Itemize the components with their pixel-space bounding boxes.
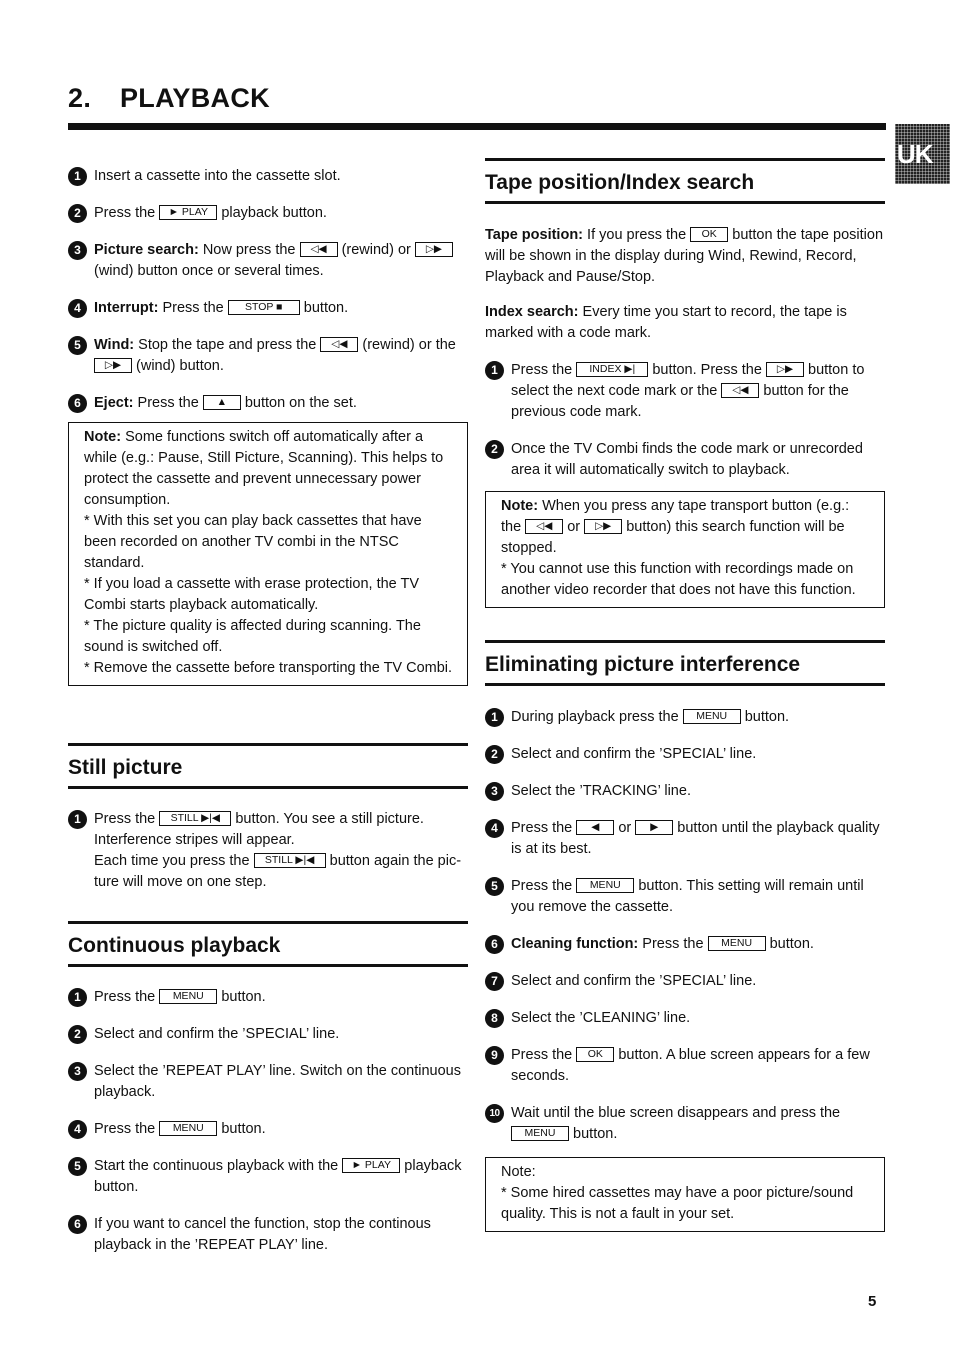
step-text: Wait until the blue screen disappears and press the [511, 1105, 841, 1121]
menu-button-symbol: MENU [576, 878, 634, 893]
section-rule-bottom [68, 964, 468, 967]
step-number: 6 [485, 935, 504, 954]
note-text: Some functions switch off automatically after a while (e.g.: Pause, Still Picture, Scanning). This helps to protect the cassette and prevent unnecessary power consumption. [84, 429, 444, 508]
step-number: 2 [68, 1025, 87, 1044]
ok-button-symbol: OK [576, 1047, 614, 1062]
step-text: Press the [511, 362, 573, 378]
step-text: Select the ’CLEANING’ line. [511, 1010, 691, 1026]
step-number: 3 [485, 782, 504, 801]
step-text: button. [221, 1121, 266, 1137]
menu-button-symbol: MENU [511, 1126, 569, 1141]
step-number: 5 [68, 1157, 87, 1176]
continuous-step-1 [68, 987, 468, 1008]
step-text: Start the continuous playback with the [94, 1158, 339, 1174]
step-text: (wind) button. [136, 358, 224, 374]
playback-step-2 [68, 203, 468, 224]
continuous-step-5 [68, 1156, 468, 1198]
step-text: button. You see a still picture. Interference stripes will appear. [94, 811, 424, 848]
step-text: button. [769, 936, 814, 952]
step-text: button. A blue screen appears for a few seconds. [511, 1047, 870, 1084]
step-text: Select the ’TRACKING’ line. [511, 783, 691, 799]
page-title [68, 83, 270, 113]
step-text: Select the ’REPEAT PLAY’ line. Switch on the continuous playback. [94, 1063, 461, 1100]
wind-button-symbol: ▷▶ [766, 362, 804, 377]
step-text: button until the playback quality is at its best. [511, 820, 880, 857]
ok-button-symbol: OK [690, 227, 728, 242]
step-number: 1 [68, 810, 87, 829]
step-text: button. [573, 1126, 618, 1142]
step-text: (rewind) or the [362, 337, 456, 353]
step-number: 1 [485, 708, 504, 727]
step-text: button for the previous code mark. [511, 383, 849, 420]
index-step-2 [485, 439, 885, 481]
interference-step-8 [485, 1008, 885, 1029]
step-text: Press the [162, 300, 224, 316]
wind-button-symbol: ▷▶ [415, 242, 453, 257]
step-text: Each time you press the [94, 853, 250, 869]
section-title: Eliminating picture interference [485, 653, 801, 676]
step-text: Once the TV Combi finds the code mark or unrecorded area it will automatically switch to playback. [511, 441, 863, 478]
step-text: Press the [94, 1121, 156, 1137]
note-label: Note: [84, 429, 122, 445]
step-number: 1 [485, 361, 504, 380]
step-number: 3 [68, 1062, 87, 1081]
playback-step-5 [68, 335, 468, 377]
note-text: button) this search function will be stopped. [501, 519, 845, 556]
interference-step-2 [485, 744, 885, 765]
playback-step-1 [68, 166, 468, 187]
step-number: 5 [485, 877, 504, 896]
para-text: Every time you start to record, the tape is marked with a code mark. [485, 304, 847, 341]
step-label: Eject: [94, 395, 134, 411]
tape-note-box [485, 491, 885, 608]
step-text: (wind) button once or several times. [94, 263, 324, 279]
step-text: Stop the tape and press the [138, 337, 317, 353]
step-number: 1 [68, 988, 87, 1007]
step-number: 8 [485, 1009, 504, 1028]
continuous-step-6 [68, 1214, 468, 1256]
playback-note-box [68, 422, 468, 686]
step-text: Select and confirm the ’SPECIAL’ line. [511, 746, 757, 762]
note-text: * You cannot use this function with recordings made on another video recorder that does not have this function. [501, 561, 856, 598]
step-number: 9 [485, 1046, 504, 1065]
menu-button-symbol: MENU [683, 709, 741, 724]
note-text: or [567, 519, 581, 535]
interference-step-7 [485, 971, 885, 992]
step-text: button. [303, 300, 349, 316]
interference-step-3 [485, 781, 885, 802]
section-title: Tape position/Index search [485, 171, 755, 194]
interference-step-5 [485, 876, 885, 918]
still-picture-section [68, 743, 468, 909]
step-text: button. Press the [652, 362, 762, 378]
step-number: 4 [485, 819, 504, 838]
step-text: Select and confirm the ’SPECIAL’ line. [94, 1026, 340, 1042]
step-label: Wind: [94, 337, 135, 353]
still-button-symbol: STILL ▶|◀ [159, 811, 231, 826]
playback-step-6 [68, 393, 468, 414]
rewind-button-symbol: ◁◀ [320, 337, 358, 352]
stop-button-symbol: STOP ■ [228, 300, 300, 315]
para-label: Index search: [485, 304, 579, 320]
menu-button-symbol: MENU [708, 936, 766, 951]
step-text: button to select the next code mark or the [511, 362, 865, 399]
note-text: * Remove the cassette before transporting the TV Combi. [84, 660, 453, 676]
step-number: 2 [485, 745, 504, 764]
step-number: 7 [485, 972, 504, 991]
note-text: When you press any tape transport button (e.g.: the [501, 498, 850, 535]
continuous-playback-section [68, 921, 468, 1272]
continuous-step-4 [68, 1119, 468, 1140]
step-text: button. [221, 989, 266, 1005]
continuous-step-2 [68, 1024, 468, 1045]
section-title: Still picture [68, 756, 183, 779]
para-text: button the tape position will be shown in the display during Wind, Rewind, Record, Playback and Pause/Stop. [485, 227, 884, 285]
step-text: (rewind) or [341, 242, 411, 258]
step-label: Picture search: [94, 242, 199, 258]
step-text: Press the [511, 878, 573, 894]
step-number: 2 [68, 204, 87, 223]
step-label: Cleaning function: [511, 936, 639, 952]
step-text: playback button. [94, 1158, 462, 1195]
interference-step-4 [485, 818, 885, 860]
step-text: button on the set. [244, 395, 357, 411]
left-column [68, 166, 468, 686]
step-text: button. [744, 709, 790, 725]
left-button-symbol: ◀ [576, 820, 614, 835]
step-text: Press the [511, 1047, 573, 1063]
step-number: 5 [68, 336, 87, 355]
note-text: * With this set you can play back cassettes that have been recorded on another TV combi in the NTSC standard. [84, 513, 422, 571]
note-text: * Some hired cassettes may have a poor picture/sound quality. This is not a fault in your set. [501, 1185, 854, 1222]
chapter-title: PLAYBACK [120, 83, 270, 113]
note-label: Note: [501, 1164, 536, 1180]
still-step-1 [68, 809, 468, 893]
rewind-button-symbol: ◁◀ [525, 519, 563, 534]
continuous-step-3 [68, 1061, 468, 1103]
step-text: Press the [94, 811, 156, 827]
step-text: Insert a cassette into the cassette slot. [94, 168, 341, 184]
index-button-symbol: INDEX ▶| [576, 362, 648, 377]
tape-position-paragraph [485, 225, 885, 288]
wind-button-symbol: ▷▶ [94, 358, 132, 373]
rewind-button-symbol: ◁◀ [300, 242, 338, 257]
section-rule-bottom [485, 683, 885, 686]
step-text: button again the pic-ture will move on one step. [94, 853, 462, 890]
para-text: If you press the [587, 227, 687, 243]
step-label: Interrupt: [94, 300, 159, 316]
still-button-symbol: STILL ▶|◀ [254, 853, 326, 868]
play-button-symbol: ► PLAY [342, 1158, 400, 1173]
index-step-1 [485, 360, 885, 423]
step-text: Press the [94, 205, 156, 221]
para-label: Tape position: [485, 227, 584, 243]
step-text: Press the [94, 989, 156, 1005]
step-text: button. This setting will remain until you remove the cassette. [511, 878, 864, 915]
interference-step-6 [485, 934, 885, 955]
step-number: 6 [68, 394, 87, 413]
interference-step-9 [485, 1045, 885, 1087]
title-rule [68, 123, 886, 130]
index-search-paragraph [485, 302, 885, 344]
step-number: 4 [68, 299, 87, 318]
interference-section [485, 640, 885, 1232]
language-tab: UK [895, 124, 950, 184]
tape-position-section [485, 158, 885, 608]
step-text: Press the [642, 936, 704, 952]
chapter-number: 2. [68, 83, 92, 113]
interference-step-10 [485, 1103, 885, 1145]
step-text: During playback press the [511, 709, 679, 725]
rewind-button-symbol: ◁◀ [721, 383, 759, 398]
section-title: Continuous playback [68, 934, 281, 957]
section-rule-bottom [485, 201, 885, 204]
right-button-symbol: ▶ [635, 820, 673, 835]
step-number: 2 [485, 440, 504, 459]
step-text: If you want to cancel the function, stop the continous playback in the ’REPEAT PLAY’ line. [94, 1216, 431, 1253]
interference-note-box [485, 1157, 885, 1232]
note-label: Note: [501, 498, 539, 514]
play-button-symbol: ► PLAY [159, 205, 217, 220]
section-rule-bottom [68, 786, 468, 789]
menu-button-symbol: MENU [159, 1121, 217, 1136]
step-text: or [618, 820, 632, 836]
eject-button-symbol: ▲ [203, 395, 241, 410]
note-text: * If you load a cassette with erase protection, the TV Combi starts playback automatically. [84, 576, 420, 613]
step-text: Press the [137, 395, 199, 411]
step-number: 6 [68, 1215, 87, 1234]
step-number: 1 [68, 167, 87, 186]
playback-step-3 [68, 240, 468, 282]
wind-button-symbol: ▷▶ [584, 519, 622, 534]
step-number: 3 [68, 241, 87, 260]
step-text: playback button. [221, 205, 327, 221]
step-text: Press the [511, 820, 573, 836]
page-number: 5 [868, 1293, 877, 1310]
step-text: Select and confirm the ’SPECIAL’ line. [511, 973, 757, 989]
step-number: 4 [68, 1120, 87, 1139]
note-text: * The picture quality is affected during scanning. The sound is switched off. [84, 618, 421, 655]
step-number: 10 [485, 1104, 504, 1123]
menu-button-symbol: MENU [159, 989, 217, 1004]
step-text: Now press the [202, 242, 296, 258]
playback-step-4 [68, 298, 468, 319]
interference-step-1 [485, 707, 885, 728]
